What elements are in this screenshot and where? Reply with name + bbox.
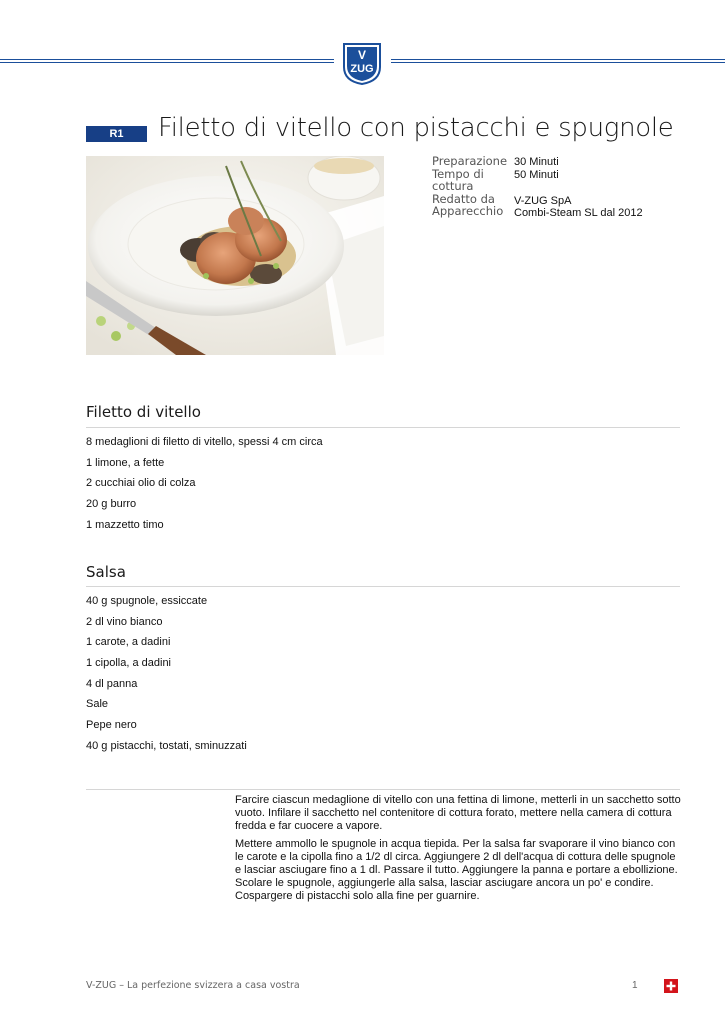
- list-item: 1 cipolla, a dadini: [86, 657, 172, 670]
- header-line-left-2: [0, 62, 334, 63]
- preparation-steps: [235, 794, 682, 908]
- header-line-left-1: [0, 59, 334, 60]
- ingredient-list-sauce: [86, 595, 247, 761]
- info-label: Tempo di cottura: [432, 166, 484, 193]
- list-item: Sale: [86, 698, 109, 711]
- list-item: 40 g spugnole, essiccate: [86, 595, 208, 607]
- list-item: 40 g pistacchi, tostati, sminuzzati: [86, 739, 247, 752]
- page-number: 1: [632, 980, 638, 991]
- info-value: 30 Minuti: [514, 156, 559, 168]
- vzug-logo: [342, 43, 382, 85]
- recipe-title: Filetto di vitello con pistacchi e spugnole: [158, 113, 674, 143]
- list-item: 1 limone, a fette: [86, 456, 165, 469]
- footer-tagline: V-ZUG – La perfezione svizzera a casa vostra: [86, 980, 300, 991]
- list-item: 8 medaglioni di filetto di vitello, spessi 4 cm circa: [86, 436, 323, 448]
- section-title-sauce: Salsa: [86, 563, 126, 581]
- list-item: 1 mazzetto timo: [86, 518, 164, 531]
- info-value: V-ZUG SpA: [514, 194, 572, 207]
- logo-zug: ZUG: [350, 63, 374, 75]
- info-label: Redatto da: [432, 191, 495, 206]
- list-item: 20 g burro: [86, 498, 137, 511]
- swiss-flag-icon: [664, 979, 678, 993]
- info-label: Preparazione: [432, 154, 508, 168]
- info-label: Apparecchio: [432, 204, 504, 218]
- section-divider: [86, 586, 680, 587]
- steps-divider: [86, 789, 680, 790]
- header-line-right-2: [391, 62, 725, 63]
- list-item: 4 dl panna: [86, 677, 138, 690]
- ingredient-list-veal: [86, 436, 323, 539]
- list-item: 1 carote, a dadini: [86, 636, 171, 649]
- list-item: 2 cucchiai olio di colza: [86, 477, 196, 490]
- dish-photo: [86, 156, 384, 355]
- section-divider: [86, 427, 680, 428]
- logo-v: V: [357, 48, 367, 62]
- info-row-preparation: [432, 155, 692, 168]
- step-paragraph: Mettere ammollo le spugnole in acqua tiepida. Per la salsa far svaporare il vino bianco con le carote e la cipolla fino a 1/2 dl circa. Aggiungere 2 dl dell'acqua di cottura delle spugnole e lasciar asciugare fino a 1 dl. Passare il tutto. Aggiungere la panna e portare a ebollizione. Scolare le spugnole, aggiungerle alla salsa, lasciar asciugare ancora un po' e condire. Cospargere di pistacchi solo alla fine per guarnire.: [235, 838, 678, 902]
- recipe-badge: R1: [86, 126, 147, 142]
- step-paragraph: Farcire ciascun medaglione di vitello con una fettina di limone, metterli in un sacchetto sotto vuoto. Infilare il sacchetto nel contenitore di cottura forato, mettere nella camera di cottura fredda e far cuocere a vapore.: [235, 794, 681, 832]
- info-value: 50 Minuti: [514, 168, 559, 181]
- recipe-info: [432, 155, 692, 218]
- list-item: Pepe nero: [86, 719, 137, 732]
- header-line-right-1: [391, 59, 725, 60]
- info-row-appliance: [432, 205, 692, 218]
- list-item: 2 dl vino bianco: [86, 615, 163, 628]
- info-value: Combi-Steam SL dal 2012: [514, 207, 643, 219]
- section-title-veal: Filetto di vitello: [86, 403, 201, 421]
- info-row-cooking-time: [432, 168, 692, 193]
